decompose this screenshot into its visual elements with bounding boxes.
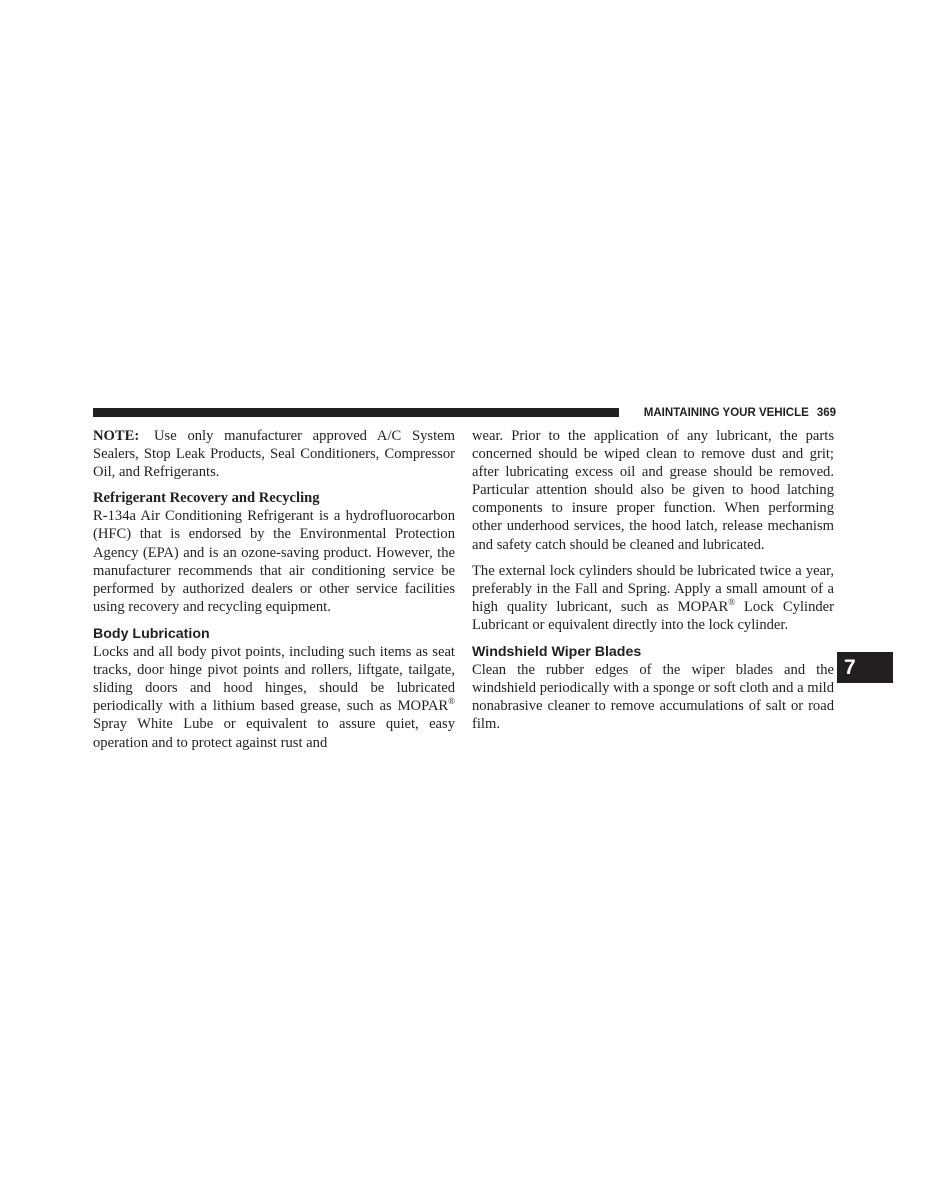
- lock-cylinder-paragraph: [472, 562, 834, 634]
- note-paragraph: [93, 427, 455, 481]
- body-lubrication-text-1: Locks and all body pivot points, including such items as seat tracks, door hinge pivot points and rollers, liftgate, tailgate, sliding doors and hood hinges, should be lubricated periodically with a lithium based grease, such as MOPAR: [93, 644, 455, 715]
- continuation-paragraph: wear. Prior to the application of any lubricant, the parts concerned should be wiped clean to remove dust and grit; after lubricating excess oil and grease should be removed. Particular attention should also be given to hood latching components to insure proper function. When performing other underhood services, the hood latch, release mechanism and safety catch should be cleaned and lubricated.: [472, 428, 834, 553]
- left-column: [93, 427, 455, 752]
- page-number: 369: [816, 407, 836, 419]
- registered-mark: ®: [448, 696, 455, 707]
- refrigerant-paragraph: R-134a Air Conditioning Refrigerant is a hydrofluorocarbon (HFC) that is endorsed by the Environmental Protection Agency (EPA) and is an ozone-saving product. However, the manufacturer recommends that air conditioning service be performed by authorized dealers or other service facilities using recovery and recycling equipment.: [93, 508, 455, 615]
- section-title: MAINTAINING YOUR VEHICLE: [643, 407, 809, 419]
- right-column: [472, 427, 834, 734]
- body-lubrication-paragraph: [93, 643, 455, 752]
- note-label: NOTE:: [93, 428, 140, 444]
- chapter-tab: 7: [837, 652, 893, 683]
- wiper-heading: Windshield Wiper Blades: [472, 644, 642, 661]
- body-lubrication-text-2: Spray White Lube or equivalent to assure quiet, easy operation and to protect against rust and: [93, 716, 455, 751]
- refrigerant-heading: Refrigerant Recovery and Recycling: [93, 490, 320, 507]
- registered-mark: ®: [728, 596, 736, 607]
- body-lubrication-heading: Body Lubrication: [93, 625, 210, 642]
- lock-cylinder-text-2: Lock Cylinder Lubricant or equivalent directly into the lock cylinder.: [472, 598, 834, 633]
- running-header: [627, 405, 836, 421]
- wiper-paragraph: Clean the rubber edges of the wiper blades and the windshield periodically with a sponge or soft cloth and a mild nonabrasive cleaner to remove accumulations of salt or road film.: [472, 662, 834, 733]
- lock-cylinder-text-1: The external lock cylinders should be lubricated twice a year, preferably in the Fall and Spring. Apply a small amount of a high quality lubricant, such as MOPAR: [472, 562, 834, 615]
- note-text: Use only manufacturer approved A/C System Sealers, Stop Leak Products, Seal Conditioners, Compressor Oil, and Refrigerants.: [93, 428, 455, 481]
- header-rule: [93, 408, 619, 417]
